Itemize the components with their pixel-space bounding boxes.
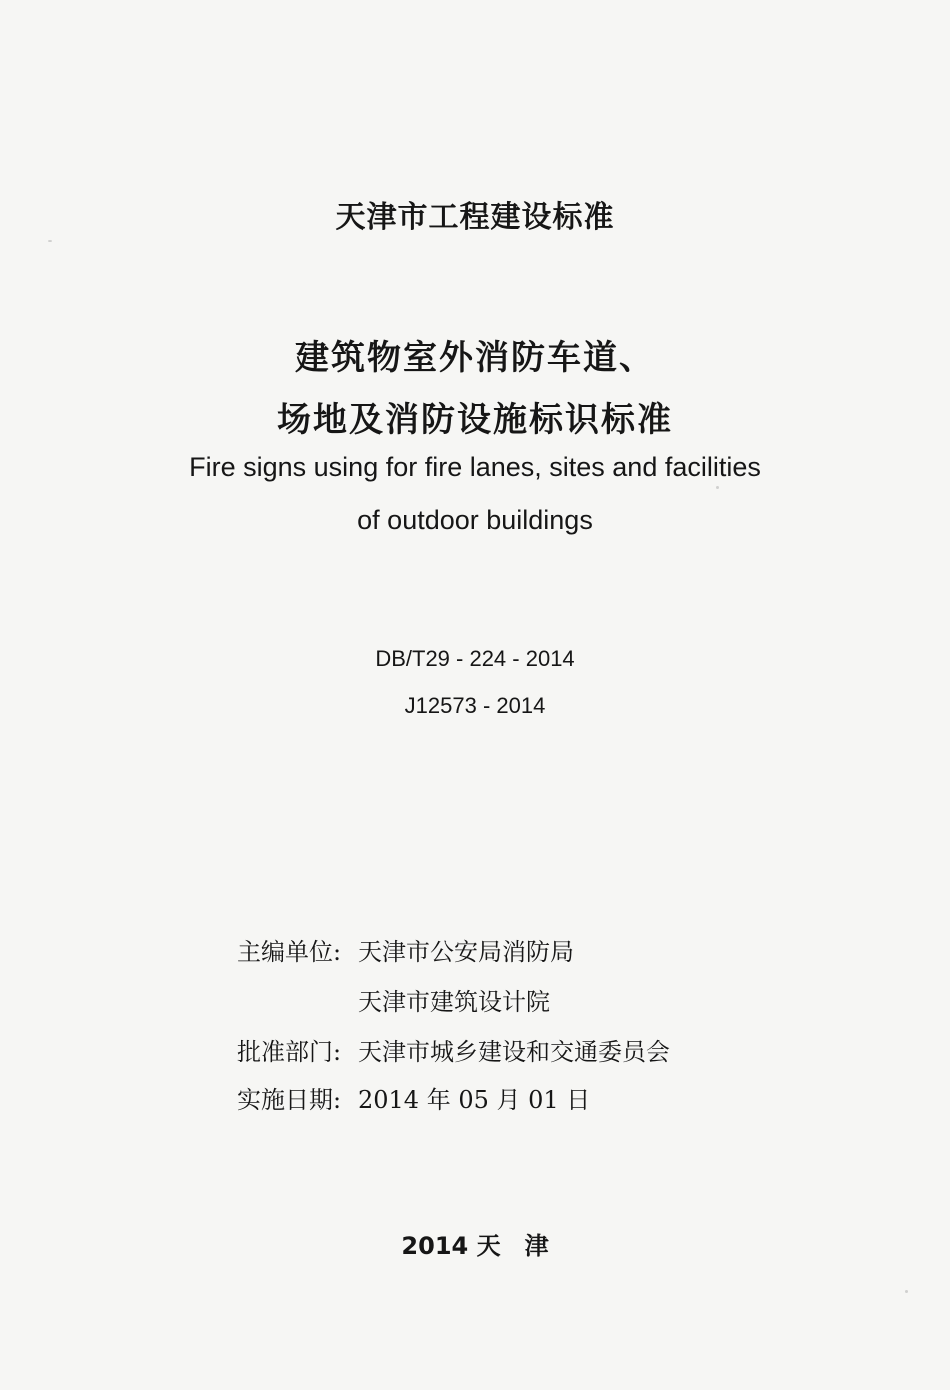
standard-series: 天津市工程建设标准 [335,200,615,235]
scan-speck [905,1290,908,1293]
title-en-line2: of outdoor buildings [357,505,593,535]
title-en-line1: Fire signs using for fire lanes, sites and facilities [189,452,761,482]
title-cn-line2: 场地及消防设施标识标准 [277,400,673,440]
approver-label: 批准部门: [237,1038,342,1066]
title-cn-line1: 建筑物室外消防车道、 [295,338,655,378]
standard-code-j: J12573 - 2014 [404,693,546,718]
footer-imprint [0,1226,950,1261]
approver-value: 天津市城乡建设和交通委员会 [358,1038,670,1066]
date-row [237,1080,590,1115]
date-value: 2014 年 05 月 01 日 [358,1086,591,1114]
scan-speck [716,486,719,489]
date-label: 实施日期: [237,1086,342,1114]
editor-row [237,932,574,967]
footer-city-2: 津 [524,1232,549,1260]
footer-city-1: 天 [476,1232,501,1260]
footer-year: 2014 [401,1232,469,1260]
editor-value-1: 天津市公安局消防局 [358,938,574,966]
editor-value-2: 天津市建筑设计院 [358,988,550,1016]
editor-row-2 [237,982,550,1017]
approver-row [237,1032,670,1067]
scan-speck [48,240,52,242]
standard-code-db: DB/T29 - 224 - 2014 [375,646,575,671]
editor-label: 主编单位: [237,938,342,966]
